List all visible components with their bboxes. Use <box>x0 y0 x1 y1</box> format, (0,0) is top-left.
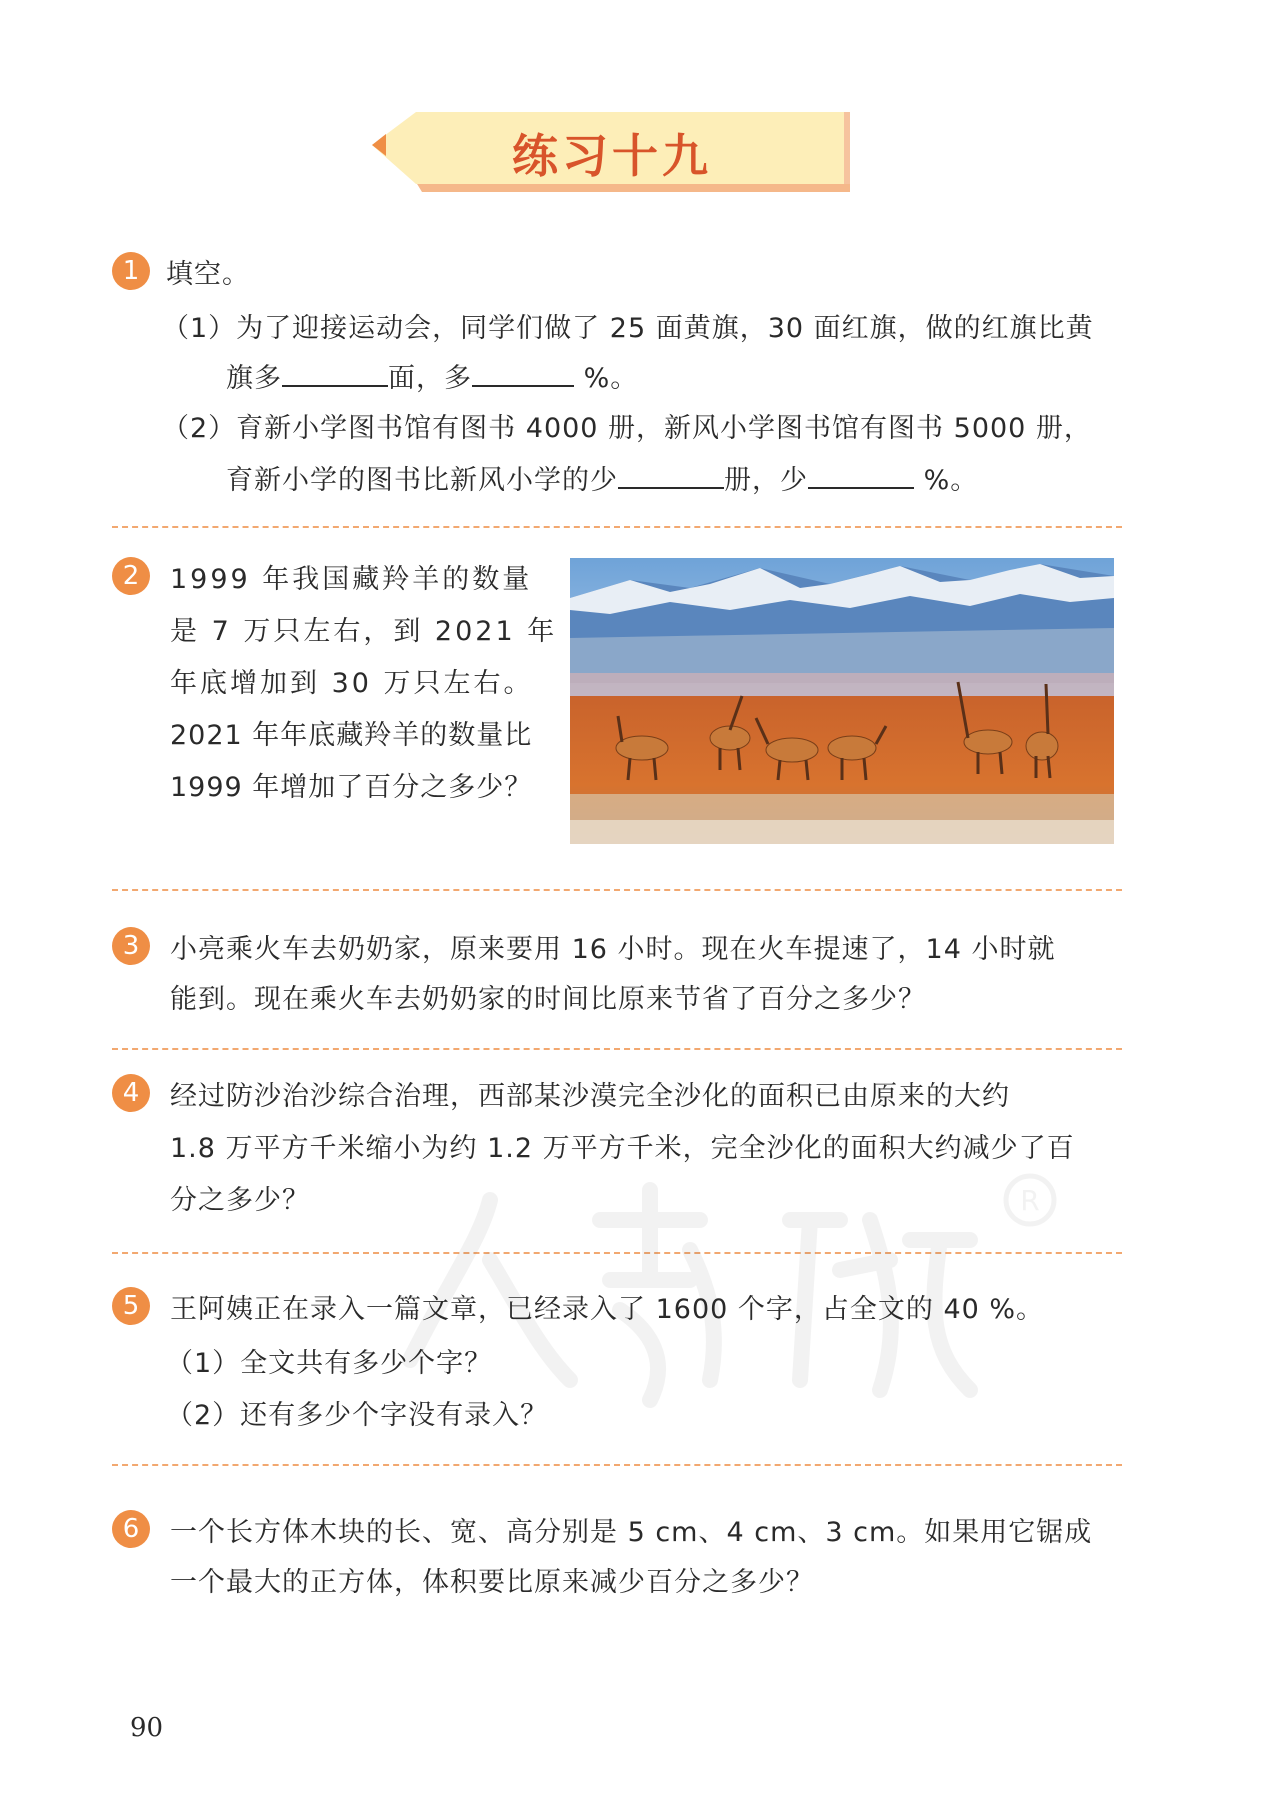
problem-5 <box>112 1285 1122 1445</box>
text-fragment: 旗多 <box>226 363 282 394</box>
exercise-title: 练习十九 <box>512 129 712 183</box>
answer-blank[interactable] <box>282 357 388 387</box>
text-fragment: 册，少 <box>724 465 808 496</box>
problem-5-line: 王阿姨正在录入一篇文章，已经录入了 1600 个字，占全文的 40 %。 <box>170 1294 1045 1325</box>
problem-number-badge: 3 <box>112 927 150 965</box>
text-fragment: %。 <box>574 363 639 394</box>
problem-2-line: 1999 年增加了百分之多少？ <box>170 772 533 803</box>
problem-4-line: 经过防沙治沙综合治理，西部某沙漠完全沙化的面积已由原来的大约 <box>170 1081 1010 1112</box>
tibetan-antelope-photo <box>570 558 1114 844</box>
problem-number-badge: 1 <box>112 252 150 290</box>
problem-2-line: 1999 年我国藏羚羊的数量 <box>170 564 533 595</box>
problem-2-line: 年底增加到 30 万只左右。 <box>170 668 534 699</box>
problem-6 <box>112 1508 1122 1618</box>
problem-number-badge: 2 <box>112 557 150 595</box>
dashed-separator <box>112 1048 1122 1050</box>
problem-2-line: 2021 年年底藏羚羊的数量比 <box>170 720 533 751</box>
dashed-separator <box>112 889 1122 891</box>
problem-number-badge: 6 <box>112 1510 150 1548</box>
problem-6-line: 一个最大的正方体，体积要比原来减少百分之多少？ <box>170 1567 814 1598</box>
problem-3 <box>112 925 1122 1035</box>
problem-number-badge: 5 <box>112 1287 150 1325</box>
answer-blank[interactable] <box>472 357 574 387</box>
page-number: 90 <box>130 1713 164 1743</box>
text-fragment: %。 <box>914 465 979 496</box>
text-fragment: 面，多 <box>388 363 472 394</box>
problem-1-instruction: 填空。 <box>166 259 250 290</box>
problem-5-sub1: （1）全文共有多少个字？ <box>166 1348 493 1379</box>
text-fragment: 育新小学的图书比新风小学的少 <box>226 465 618 496</box>
problem-3-line: 小亮乘火车去奶奶家，原来要用 16 小时。现在火车提速了，14 小时就 <box>170 934 1056 965</box>
answer-blank[interactable] <box>618 459 724 489</box>
problem-number-badge: 4 <box>112 1074 150 1112</box>
problem-1-sub2-line2 <box>226 458 978 497</box>
problem-2-line: 是 7 万只左右，到 2021 年 <box>170 616 558 647</box>
problem-4-line: 1.8 万平方千米缩小为约 1.2 万平方千米，完全沙化的面积大约减少了百 <box>170 1133 1075 1164</box>
exercise-title-banner <box>372 112 852 194</box>
svg-text:R: R <box>1020 1184 1040 1217</box>
problem-5-sub2: （2）还有多少个字没有录入？ <box>166 1400 549 1431</box>
problem-6-line: 一个长方体木块的长、宽、高分别是 5 cm、4 cm、3 cm。如果用它锯成 <box>170 1517 1093 1548</box>
dashed-separator <box>112 1252 1122 1254</box>
problem-1-sub1-line2 <box>226 356 638 395</box>
problem-1-sub1-line1: （1）为了迎接运动会，同学们做了 25 面黄旗，30 面红旗，做的红旗比黄 <box>162 313 1094 344</box>
problem-4-line: 分之多少？ <box>170 1185 310 1216</box>
dashed-separator <box>112 526 1122 528</box>
problem-1-sub2-line1: （2）育新小学图书馆有图书 4000 册，新风小学图书馆有图书 5000 册， <box>162 413 1092 444</box>
problem-3-line: 能到。现在乘火车去奶奶家的时间比原来节省了百分之多少？ <box>170 984 926 1015</box>
answer-blank[interactable] <box>808 459 914 489</box>
problem-1 <box>112 250 1122 496</box>
dashed-separator <box>112 1464 1122 1466</box>
problem-4 <box>112 1072 1122 1232</box>
